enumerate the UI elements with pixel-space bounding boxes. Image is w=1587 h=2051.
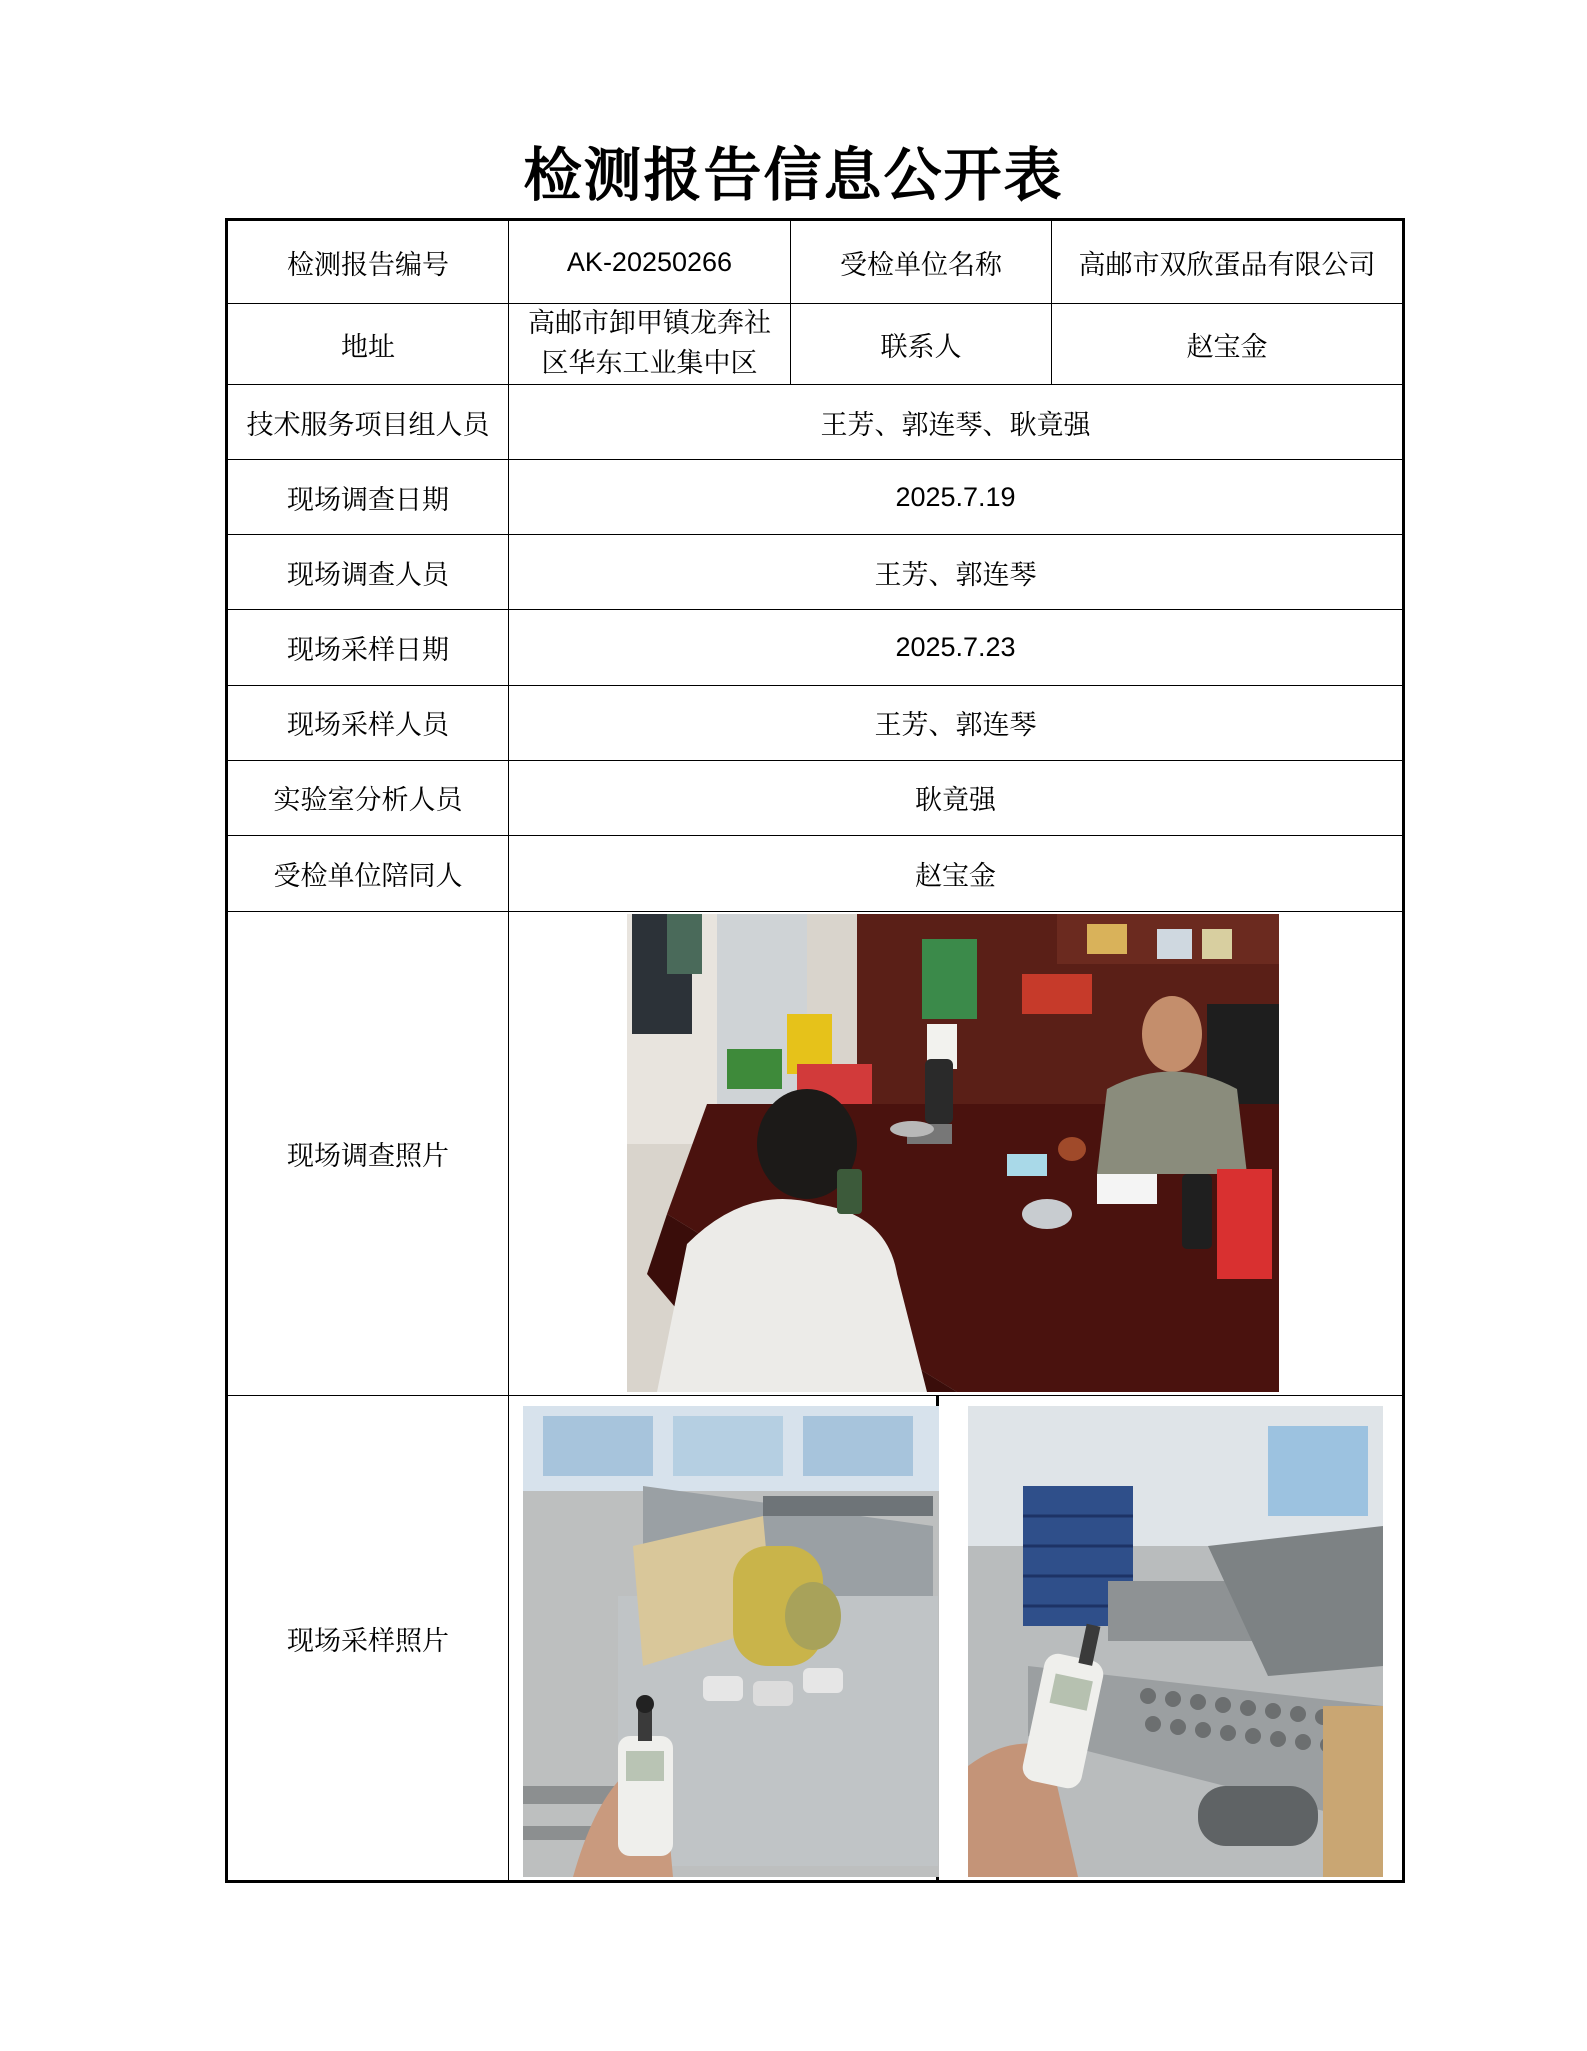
table-row [227,220,1404,304]
sampling-date-label: 现场采样日期 [227,610,509,685]
page-title: 检测报告信息公开表 [523,141,1064,209]
escort-label: 受检单位陪同人 [227,835,509,911]
table-row [227,385,1404,460]
report-info-table [225,218,1405,1883]
survey-photo-cell [509,911,1404,1396]
lab-staff-value: 耿竟强 [509,760,1404,835]
table-row [227,911,1404,1396]
contact-value: 赵宝金 [1052,304,1404,385]
escort-value: 赵宝金 [509,835,1404,911]
table-row [227,304,1404,385]
table-row [227,610,1404,685]
table-row [227,760,1404,835]
office-meeting-photo [627,914,1279,1392]
report-no-label: 检测报告编号 [227,220,509,304]
address-value: 高邮市卸甲镇龙奔社区华东工业集中区 [509,304,791,385]
team-value: 王芳、郭连琴、耿竟强 [509,385,1404,460]
survey-date-label: 现场调查日期 [227,460,509,535]
sampling-date-value: 2025.7.23 [509,610,1404,685]
company-value: 高邮市双欣蛋品有限公司 [1052,220,1404,304]
table-row [227,835,1404,911]
survey-staff-value: 王芳、郭连琴 [509,535,1404,610]
table-row [227,535,1404,610]
conveyor-line-photo [968,1406,1383,1877]
table-row [227,460,1404,535]
sampling-photo-cell [509,1396,1404,1882]
sampling-photo-label: 现场采样照片 [227,1396,509,1882]
sampling-staff-label: 现场采样人员 [227,685,509,760]
company-label: 受检单位名称 [791,220,1052,304]
team-label: 技术服务项目组人员 [227,385,509,460]
contact-label: 联系人 [791,304,1052,385]
sampling-staff-value: 王芳、郭连琴 [509,685,1404,760]
packaging-machine-photo [523,1406,939,1877]
survey-photo-label: 现场调查照片 [227,911,509,1396]
table-row [227,685,1404,760]
table-row [227,1396,1404,1882]
lab-staff-label: 实验室分析人员 [227,760,509,835]
address-label: 地址 [227,304,509,385]
report-no-value: AK-20250266 [509,220,791,304]
survey-staff-label: 现场调查人员 [227,535,509,610]
survey-date-value: 2025.7.19 [509,460,1404,535]
